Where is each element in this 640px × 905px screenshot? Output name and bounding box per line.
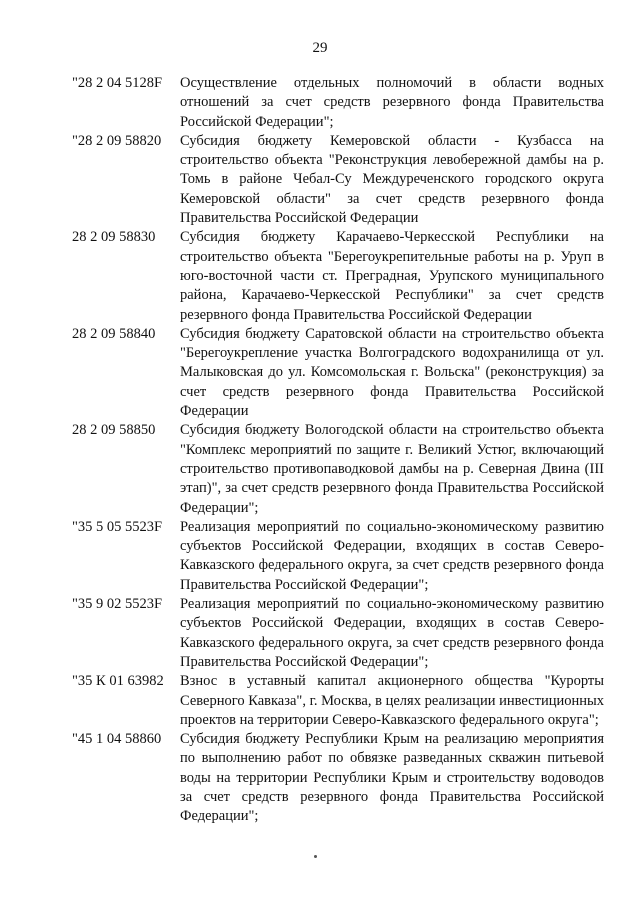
list-item	[72, 672, 604, 730]
budget-description: Субсидия бюджету Вологодской области на строительство объекта "Комплекс мероприятий по защите г. Великий Устюг, включающий строительство противопаводковой дамбы на р. Северная Двина (III этап)", за счет средств резервного фонда Правительства Российской Федерации";	[180, 422, 604, 516]
budget-code: "35 9 02 5523F	[72, 596, 163, 613]
budget-code: "28 2 04 5128F	[72, 75, 163, 91]
budget-code: "28 2 09 58820	[72, 132, 162, 149]
budget-code: 28 2 09 58850	[72, 422, 156, 439]
list-item	[72, 595, 604, 672]
budget-code: "45 1 04 58860	[72, 731, 162, 748]
list-item	[72, 228, 604, 324]
budget-description: Субсидия бюджету Кемеровской области - Кузбасса на строительство объекта "Реконструкция левобережной дамбы на р. Томь в районе Чебал-Су Междуреченского городского округа Кемеровской области" за счет средств резервного фонда Правительства Российской Федерации	[180, 132, 604, 227]
budget-description: Взнос в уставный капитал акционерного общества "Курорты Северного Кавказа", г. Москва, в целях реализации инвестиционных проектов на территории Северо-Кавказского федерального округа";	[180, 673, 604, 728]
page-number: 29	[312, 40, 328, 56]
budget-description: Осуществление отдельных полномочий в области водных отношений за счет средств резервного фонда Правительства Российской Федерации";	[180, 75, 604, 130]
budget-description: Субсидия бюджету Саратовской области на строительство объекта "Берегоукрепление участка Волгоградского водохранилища от ул. Малыковская до ул. Комсомольская г. Вольска" (реконструкция) за счет средств резервного фонда Правительства Российской Федерации	[180, 325, 604, 420]
list-item	[72, 74, 604, 132]
list-item	[72, 730, 604, 826]
budget-code: 28 2 09 58840	[72, 325, 156, 342]
budget-description: Субсидия бюджету Республики Крым на реализацию мероприятия по выполнению работ по обвязке разведанных скважин питьевой воды на территории Республики Крым и строительству водоводов за счет средств резервного фонда Правительства Российской Федерации";	[180, 731, 604, 825]
budget-description: Реализация мероприятий по социально-экономическому развитию субъектов Российской Федерации, входящих в состав Северо-Кавказского федерального округа, за счет средств резервного фонда Правительства Российской Федерации";	[180, 596, 604, 670]
list-item	[72, 325, 604, 421]
scan-speck	[314, 855, 317, 858]
list-item	[72, 132, 604, 228]
list-item	[72, 421, 604, 517]
list-item	[72, 518, 604, 595]
budget-code-list	[72, 74, 604, 827]
budget-code: "35 К 01 63982	[72, 673, 164, 690]
budget-code: 28 2 09 58830	[72, 229, 156, 246]
budget-description: Субсидия бюджету Карачаево-Черкесской Республики на строительство объекта "Берегоукрепительные работы на р. Уруп в юго-восточной части ст. Преградная, Урупского муниципального района, Карачаево-Черкесской Республики" за счет средств резервного фонда Правительства Российской Федерации	[180, 229, 604, 323]
budget-code: "35 5 05 5523F	[72, 518, 163, 535]
budget-description: Реализация мероприятий по социально-экономическому развитию субъектов Российской Федерации, входящих в состав Северо-Кавказского федерального округа, за счет средств резервного фонда Правительства Российской Федерации";	[180, 518, 604, 593]
